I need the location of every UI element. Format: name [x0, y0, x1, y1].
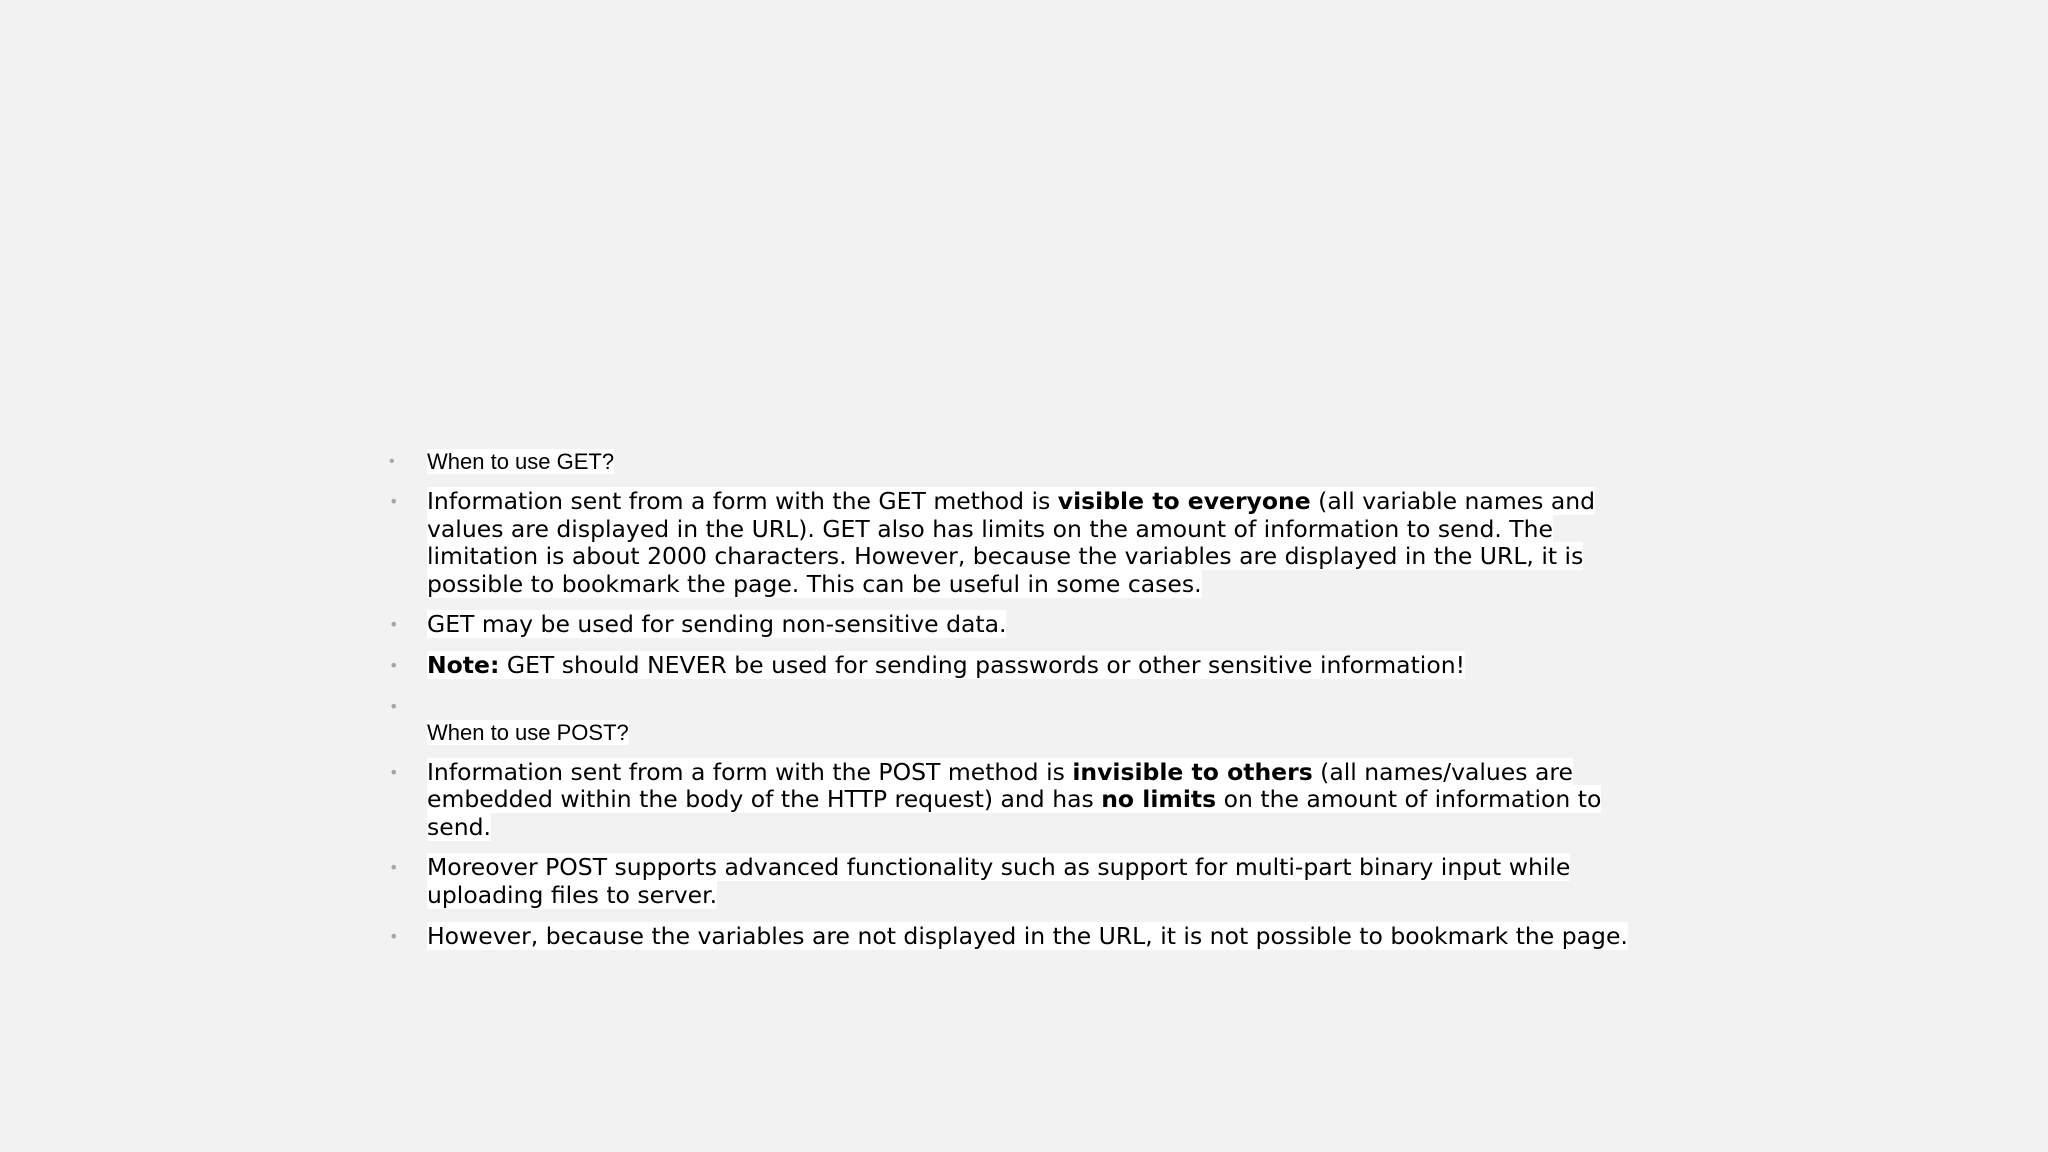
bullet-icon: •	[389, 655, 399, 675]
post-bookmark-text: However, because the variables are not displayed in the URL, it is not possible to bookmark the page.	[427, 921, 1628, 950]
post-info-bold2: no limits	[1101, 785, 1217, 814]
post-info-mid: (all names/values are embedded within the body of the HTTP request) and has	[427, 757, 1573, 814]
list-item-get-info	[386, 488, 1656, 598]
bullet-list	[386, 448, 1656, 963]
bullet-icon: •	[389, 492, 399, 511]
post-info-post: on the amount of information to send.	[427, 785, 1602, 841]
bullet-icon: •	[389, 926, 399, 946]
get-info-text	[427, 487, 1595, 598]
list-item-empty	[386, 693, 1656, 719]
get-info-post: (all variable names and values are displayed in the URL). GET also has limits on the amount of information to send. The limitation is about 2000 characters. However, because the variables are displayed in the URL, it is possible to bookmark the page. This can be useful in some cases.	[427, 487, 1596, 598]
post-heading: When to use POST?	[427, 719, 629, 745]
list-item-get-note	[386, 652, 1656, 680]
list-item-post-heading	[386, 719, 1656, 746]
list-item-get-nonsensitive	[386, 611, 1656, 639]
bullet-icon: •	[389, 615, 399, 635]
get-info-pre: Information sent from a form with the GET method is	[427, 487, 1058, 515]
bullet-icon: •	[389, 762, 399, 782]
post-advanced-text: Moreover POST supports advanced functionality such as support for multi-part binary input while uploading files to server.	[427, 853, 1571, 909]
post-info-text	[427, 758, 1601, 841]
list-item-post-info	[386, 759, 1656, 842]
bullet-icon: •	[389, 696, 399, 716]
list-item-get-heading	[386, 448, 1656, 475]
list-item-post-advanced	[386, 854, 1656, 909]
get-info-bold: visible to everyone	[1057, 487, 1311, 515]
get-heading: When to use GET?	[427, 449, 615, 474]
post-info-pre: Information sent from a form with the POST method is	[427, 757, 1073, 786]
bullet-icon: •	[389, 453, 395, 470]
note-body: GET should NEVER be used for sending passwords or other sensitive information!	[499, 650, 1466, 679]
get-note-text	[427, 651, 1465, 679]
list-item-post-bookmark	[386, 923, 1656, 951]
post-info-bold: invisible to others	[1072, 757, 1313, 786]
get-nonsensitive-text: GET may be used for sending non-sensitive data.	[427, 610, 1007, 639]
note-label: Note:	[427, 650, 500, 679]
bullet-icon: •	[389, 858, 399, 878]
